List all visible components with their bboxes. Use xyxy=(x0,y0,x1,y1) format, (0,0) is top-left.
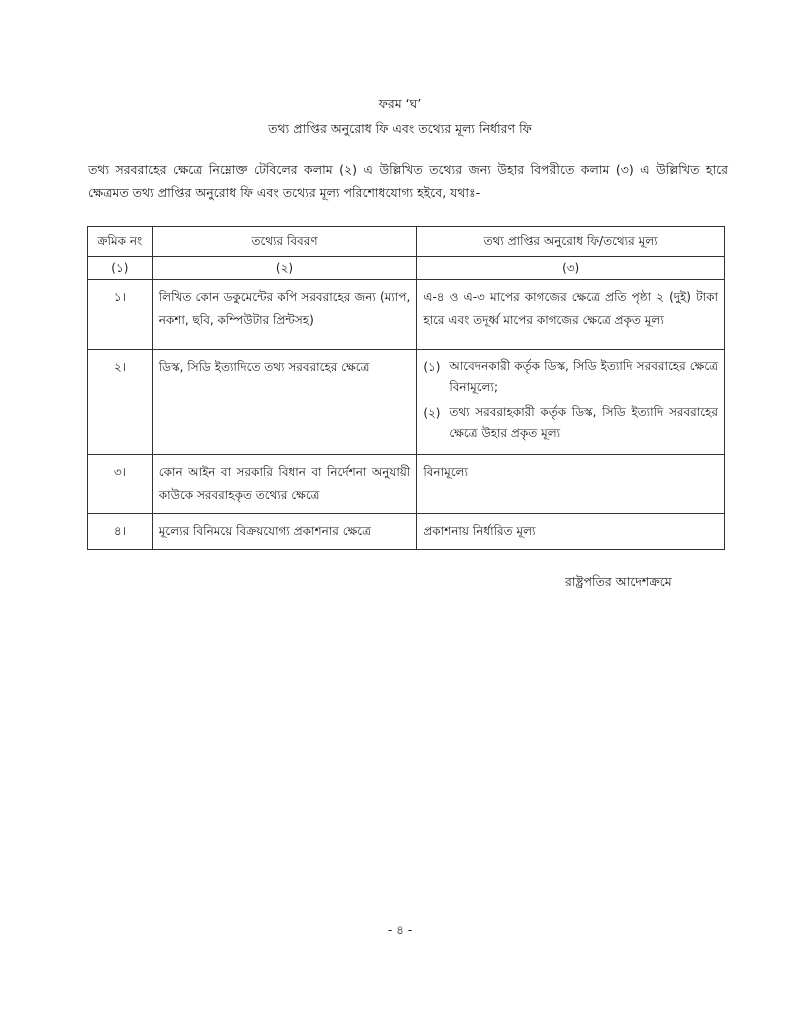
form-label: ফরম ‘ঘ’ xyxy=(378,96,422,111)
row-fee: বিনামূল্যে xyxy=(417,455,725,514)
column-number: (৩) xyxy=(417,257,725,280)
row-description: লিখিত কোন ডকুমেন্টের কপি সরবরাহের জন্য (ম্যাপ, নকশা, ছবি, কম্পিউটার প্রিন্টসহ) xyxy=(152,280,417,350)
row-serial: ১। xyxy=(88,280,153,350)
fee-sub-number: (২) xyxy=(423,406,441,420)
fee-sub-text: আবেদনকারী কর্তৃক ডিস্ক, সিডি ইত্যাদি সরবরাহের ক্ষেত্রে বিনামূল্যে; xyxy=(449,359,718,394)
table-row xyxy=(88,350,725,455)
fee-table xyxy=(87,226,725,550)
header-serial: ক্রমিক নং xyxy=(88,227,153,257)
page-number: - ৪ - xyxy=(387,923,413,937)
fee-sub-number: (১) xyxy=(423,360,441,374)
fee-sub-item xyxy=(423,402,718,444)
row-fee: প্রকাশনায় নির্ধারিত মূল্য xyxy=(417,514,725,550)
column-number: (১) xyxy=(88,257,153,280)
fee-sub-item xyxy=(423,356,718,398)
column-number-row xyxy=(88,257,725,280)
table-row xyxy=(88,514,725,550)
intro-paragraph: তথ্য সরবরাহের ক্ষেত্রে নিম্নোক্ত টেবিলের কলাম (২) এ উল্লিখিত তথ্যের জন্য উহার বিপরীতে কলাম (৩) এ উল্লিখিত হারে ক্ষেত্রমত তথ্য প্রাপ্তির অনুরোধ ফি এবং তথ্যের মূল্য পরিশোধযোগ্য হইবে, যথাঃ- xyxy=(88,162,728,200)
column-number: (২) xyxy=(152,257,417,280)
table-row xyxy=(88,280,725,350)
table-header-row xyxy=(88,227,725,257)
row-fee: এ-৪ ও এ-৩ মাপের কাগজের ক্ষেত্রে প্রতি পৃষ্ঠা ২ (দুই) টাকা হারে এবং তদূর্ধ্ব মাপের কাগজের ক্ষেত্রে প্রকৃত মূল্য xyxy=(417,280,725,350)
row-serial: ৩। xyxy=(88,455,153,514)
header-description: তথ্যের বিবরণ xyxy=(152,227,417,257)
header-fee: তথ্য প্রাপ্তির অনুরোধ ফি/তথ্যের মূল্য xyxy=(417,227,725,257)
row-serial: ৪। xyxy=(88,514,153,550)
document-title: তথ্য প্রাপ্তির অনুরোধ ফি এবং তথ্যের মূল্য নির্ধারণ ফি xyxy=(268,121,532,136)
row-fee xyxy=(417,350,725,455)
table-row xyxy=(88,455,725,514)
row-description: কোন আইন বা সরকারি বিধান বা নির্দেশনা অনুযায়ী কাউকে সরবরাহকৃত তথ্যের ক্ষেত্রে xyxy=(152,455,417,514)
fee-sub-text: তথ্য সরবরাহকারী কর্তৃক ডিস্ক, সিডি ইত্যাদি সরবরাহের ক্ষেত্রে উহার প্রকৃত মূল্য xyxy=(449,405,718,440)
signature-line: রাষ্ট্রপতির আদেশক্রমে xyxy=(565,574,672,589)
row-description: মূল্যের বিনিময়ে বিক্রয়যোগ্য প্রকাশনার ক্ষেত্রে xyxy=(152,514,417,550)
row-serial: ২। xyxy=(88,350,153,455)
row-description: ডিস্ক, সিডি ইত্যাদিতে তথ্য সরবরাহের ক্ষেত্রে xyxy=(152,350,417,455)
